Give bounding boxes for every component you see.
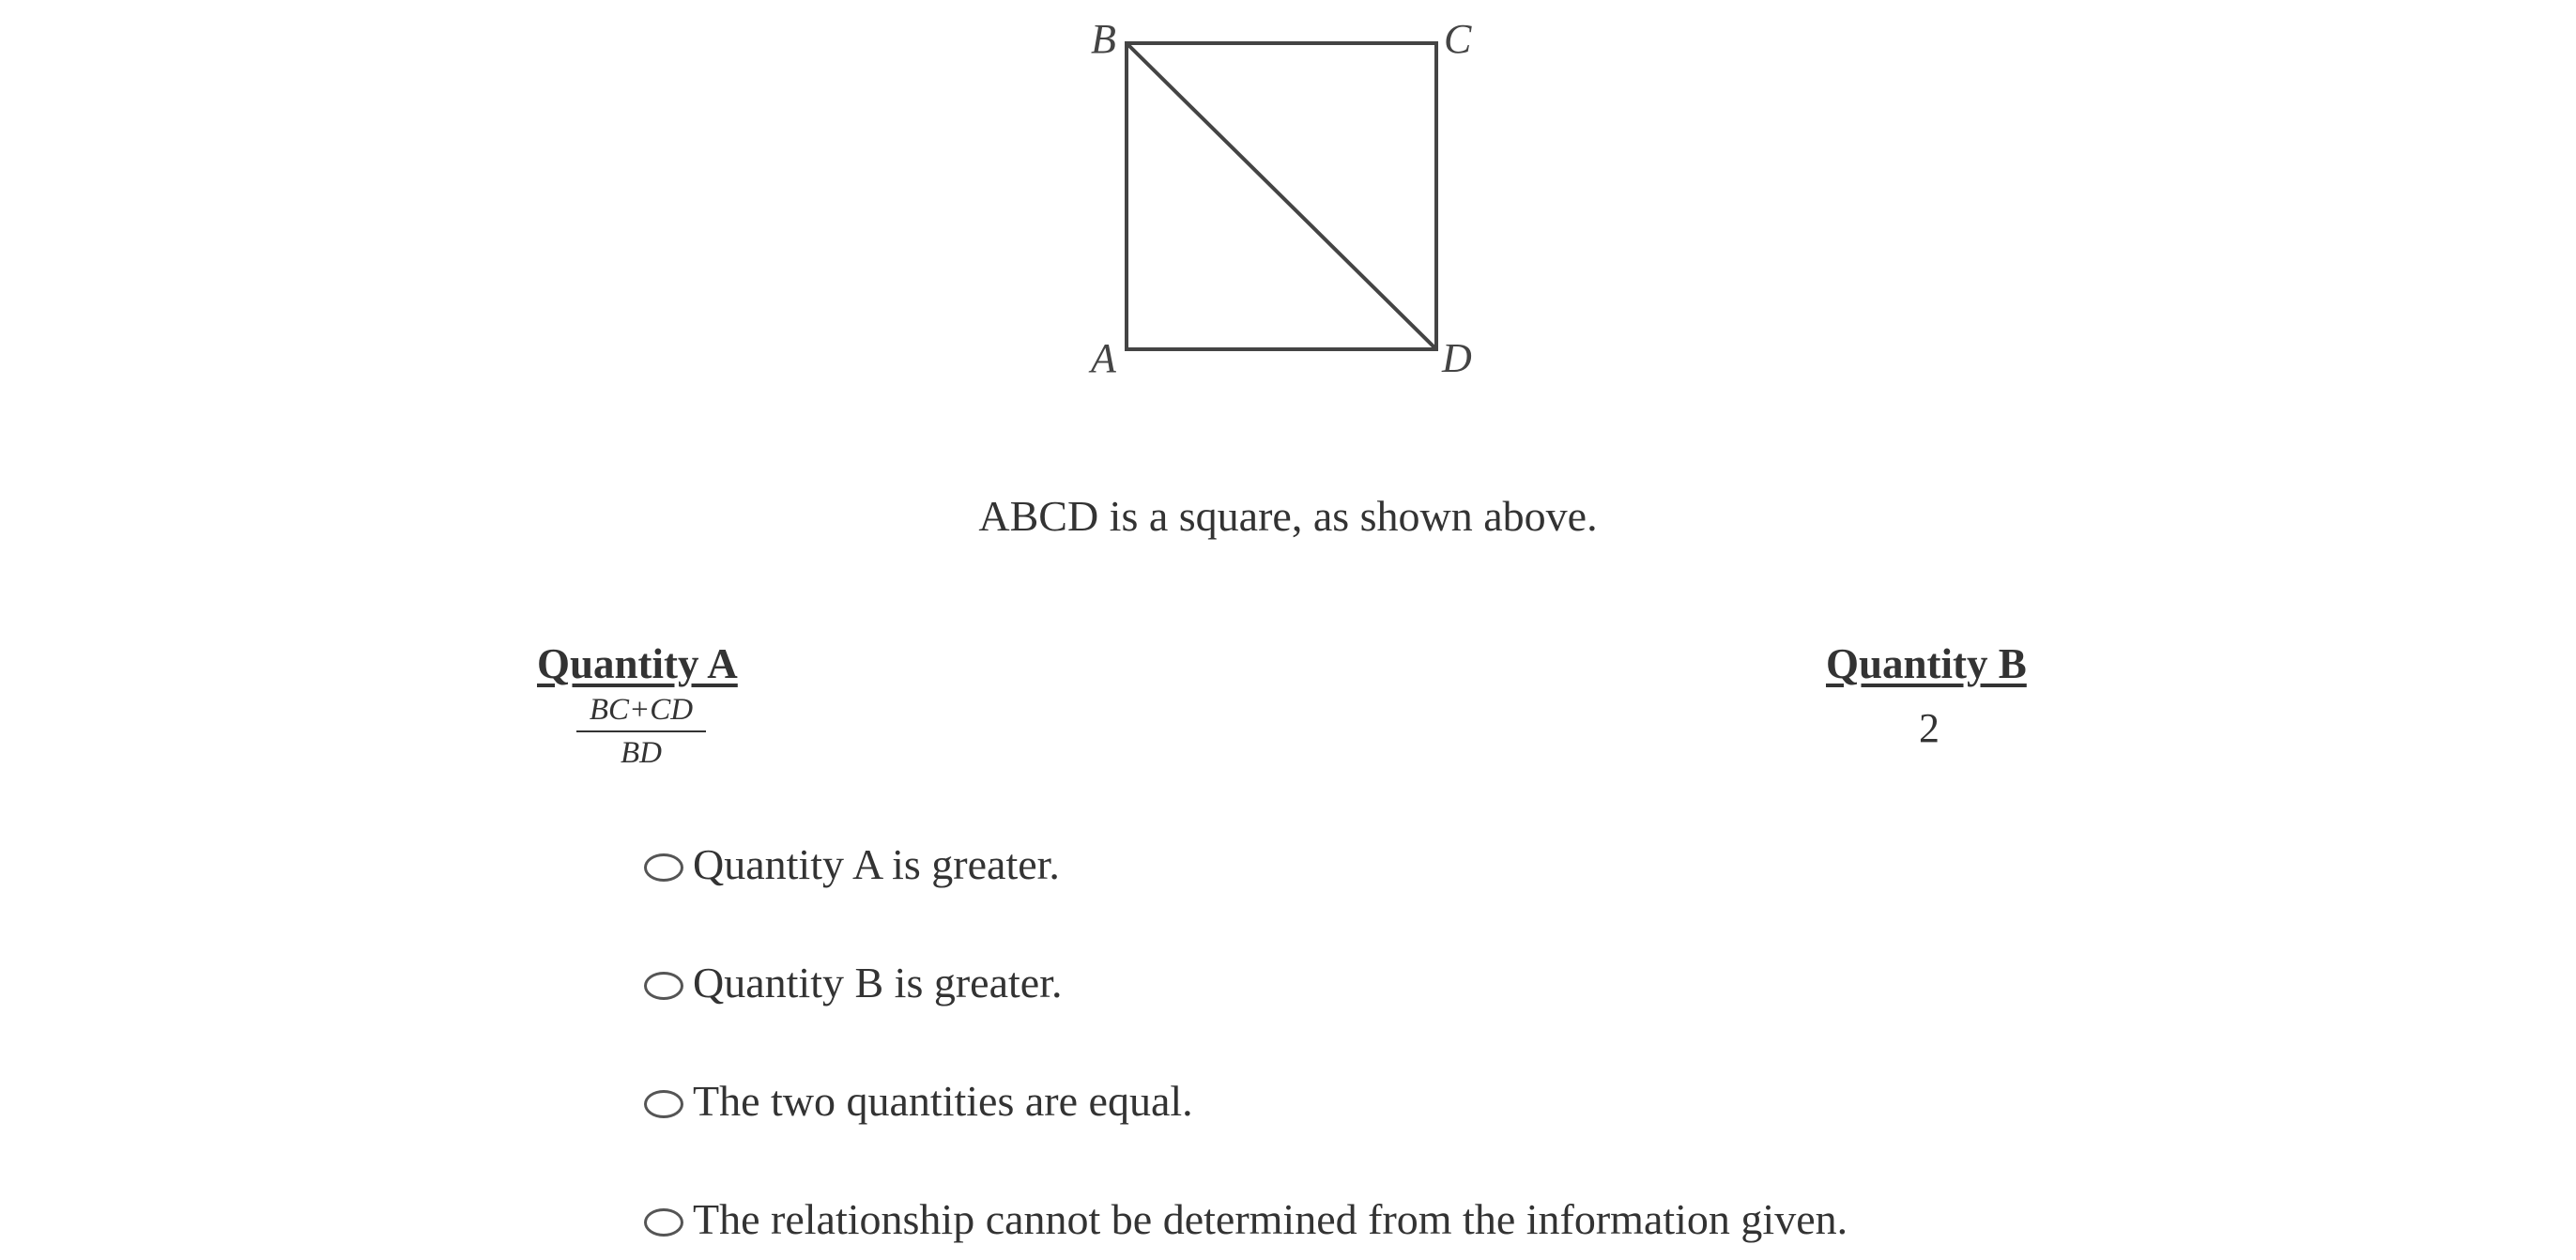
answer-choice-b[interactable] (644, 952, 1848, 1014)
question-stem: ABCD is a square, as shown above. (978, 492, 1598, 540)
answer-choice-label: The relationship cannot be determined from the information given. (693, 1195, 1848, 1243)
square-figure (1070, 9, 1502, 404)
answer-choice-label: Quantity B is greater. (693, 959, 1063, 1006)
quantity-b-header: Quantity B (1826, 640, 2027, 687)
fraction-bar (576, 730, 706, 732)
radio-button-icon[interactable] (644, 853, 683, 882)
vertex-label-d: D (1442, 335, 1472, 381)
vertex-label-c: C (1444, 16, 1472, 62)
answer-choice-a[interactable] (644, 834, 1848, 896)
quantity-b-value: 2 (1919, 705, 1940, 751)
square-diagram (1070, 9, 1502, 404)
radio-button-icon[interactable] (644, 972, 683, 1000)
answer-choice-d[interactable] (644, 1189, 1848, 1251)
diagonal-bd (1127, 43, 1436, 349)
quantity-a-numerator: BC+CD (589, 693, 694, 727)
quantity-a-fraction (571, 691, 712, 772)
vertex-label-a: A (1091, 335, 1116, 381)
radio-button-icon[interactable] (644, 1208, 683, 1237)
answer-choice-c[interactable] (644, 1070, 1848, 1132)
answer-choice-label: The two quantities are equal. (693, 1077, 1193, 1125)
radio-button-icon[interactable] (644, 1090, 683, 1118)
answer-choice-label: Quantity A is greater. (693, 840, 1060, 888)
quantity-a-denominator: BD (621, 736, 662, 770)
quantity-a-header: Quantity A (537, 640, 738, 687)
answer-choices (644, 834, 1848, 1260)
vertex-label-b: B (1091, 16, 1116, 62)
